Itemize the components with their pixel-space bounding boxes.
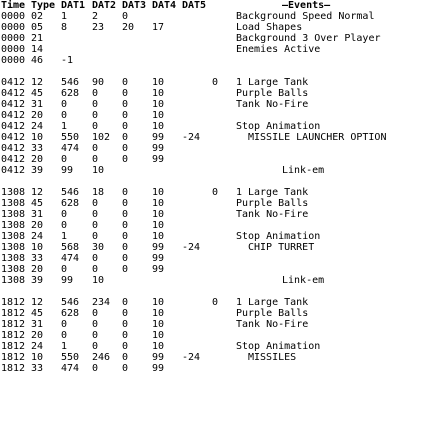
type-cell: 24 bbox=[31, 121, 44, 132]
time-cell: 0412 bbox=[1, 110, 26, 121]
dat3-cell: 0 bbox=[122, 363, 129, 374]
dat2-cell: 0 bbox=[92, 121, 99, 132]
dat4-cell: 10 bbox=[152, 209, 165, 220]
dat2-cell: 0 bbox=[92, 308, 99, 319]
type-cell: 12 bbox=[31, 187, 44, 198]
dat1-cell: 474 bbox=[61, 253, 80, 264]
time-cell: 0412 bbox=[1, 99, 26, 110]
dat3-cell: 0 bbox=[122, 308, 129, 319]
dat3-cell: 0 bbox=[122, 198, 129, 209]
time-cell: 0412 bbox=[1, 143, 26, 154]
table-row bbox=[0, 319, 430, 330]
type-cell: 31 bbox=[31, 319, 44, 330]
type-cell: 05 bbox=[31, 22, 44, 33]
dat1-cell: 546 bbox=[61, 77, 80, 88]
table-row bbox=[0, 154, 430, 165]
dat2-cell: 0 bbox=[92, 220, 99, 231]
table-row bbox=[0, 341, 430, 352]
dat3-cell: 0 bbox=[122, 154, 129, 165]
dat1-cell: 628 bbox=[61, 88, 80, 99]
dat4-cell: 10 bbox=[152, 297, 165, 308]
time-cell: 1812 bbox=[1, 297, 26, 308]
dat4-cell: 10 bbox=[152, 319, 165, 330]
dat1-cell: 546 bbox=[61, 297, 80, 308]
dat3-cell: 0 bbox=[122, 143, 129, 154]
dat1-cell: 1 bbox=[61, 11, 68, 22]
type-cell: 33 bbox=[31, 363, 44, 374]
type-cell: 45 bbox=[31, 88, 44, 99]
table-row bbox=[0, 44, 430, 55]
table-row bbox=[0, 11, 430, 22]
section-gap bbox=[0, 176, 430, 187]
type-cell: 31 bbox=[31, 209, 44, 220]
time-cell: 1308 bbox=[1, 220, 26, 231]
dat3-cell: 0 bbox=[122, 242, 129, 253]
type-cell: 12 bbox=[31, 77, 44, 88]
event-description: Purple Balls bbox=[236, 88, 309, 99]
dat2-cell: 234 bbox=[92, 297, 111, 308]
dat2-cell: 0 bbox=[92, 110, 99, 121]
type-cell: 20 bbox=[31, 110, 44, 121]
dat1-cell: 0 bbox=[61, 330, 68, 341]
header-dat1: DAT1 bbox=[61, 0, 86, 11]
dat2-cell: 0 bbox=[92, 99, 99, 110]
event-description: MISSILES bbox=[248, 352, 297, 363]
dat4-cell: 10 bbox=[152, 121, 165, 132]
dat3-cell: 0 bbox=[122, 132, 129, 143]
time-cell: 1308 bbox=[1, 275, 26, 286]
type-cell: 20 bbox=[31, 220, 44, 231]
dat2-cell: 0 bbox=[92, 88, 99, 99]
event-description: Tank No-Fire bbox=[236, 209, 309, 220]
table-header bbox=[0, 0, 430, 11]
dat4-cell: 10 bbox=[152, 77, 165, 88]
type-cell: 14 bbox=[31, 44, 44, 55]
dat2-cell: 90 bbox=[92, 77, 105, 88]
dat2-cell: 0 bbox=[92, 341, 99, 352]
event-description: Purple Balls bbox=[236, 308, 309, 319]
time-cell: 0412 bbox=[1, 132, 26, 143]
dat1-cell: -1 bbox=[61, 55, 74, 66]
dat3-cell: 0 bbox=[122, 330, 129, 341]
type-cell: 10 bbox=[31, 242, 44, 253]
table-row bbox=[0, 143, 430, 154]
type-cell: 45 bbox=[31, 308, 44, 319]
event-description: Stop Animation bbox=[236, 231, 321, 242]
time-cell: 1308 bbox=[1, 231, 26, 242]
event-description: Background 3 Over Player bbox=[236, 33, 381, 44]
dat1-cell: 474 bbox=[61, 363, 80, 374]
dat4-cell: 17 bbox=[152, 22, 165, 33]
table-row bbox=[0, 275, 430, 286]
type-cell: 33 bbox=[31, 253, 44, 264]
dat1-cell: 550 bbox=[61, 132, 80, 143]
header-dat2: DAT2 bbox=[92, 0, 117, 11]
type-cell: 20 bbox=[31, 330, 44, 341]
event-description: Link-em bbox=[282, 165, 325, 176]
table-row bbox=[0, 242, 430, 253]
header-events: —Events— bbox=[282, 0, 331, 11]
dat5-cell: 0 bbox=[212, 187, 219, 198]
time-cell: 1812 bbox=[1, 341, 26, 352]
dat4-cell: 10 bbox=[152, 231, 165, 242]
event-param-cell: 1 bbox=[236, 77, 243, 88]
dat2-cell: 246 bbox=[92, 352, 111, 363]
table-row bbox=[0, 132, 430, 143]
time-cell: 1308 bbox=[1, 198, 26, 209]
dat4-cell: 99 bbox=[152, 352, 165, 363]
dat5-cell: -24 bbox=[182, 132, 201, 143]
event-description: Load Shapes bbox=[236, 22, 303, 33]
type-cell: 12 bbox=[31, 297, 44, 308]
table-row bbox=[0, 352, 430, 363]
dat1-cell: 550 bbox=[61, 352, 80, 363]
dat1-cell: 0 bbox=[61, 220, 68, 231]
dat3-cell: 0 bbox=[122, 319, 129, 330]
time-cell: 0412 bbox=[1, 154, 26, 165]
time-cell: 1812 bbox=[1, 352, 26, 363]
header-type: Type bbox=[31, 0, 56, 11]
table-row bbox=[0, 55, 430, 66]
type-cell: 39 bbox=[31, 165, 44, 176]
section-0000 bbox=[0, 11, 430, 66]
dat3-cell: 0 bbox=[122, 99, 129, 110]
dat4-cell: 99 bbox=[152, 242, 165, 253]
dat1-cell: 1 bbox=[61, 231, 68, 242]
dat4-cell: 10 bbox=[152, 341, 165, 352]
dat2-cell: 10 bbox=[92, 165, 105, 176]
dat2-cell: 0 bbox=[92, 264, 99, 275]
type-cell: 24 bbox=[31, 341, 44, 352]
table-row bbox=[0, 165, 430, 176]
dat4-cell: 99 bbox=[152, 132, 165, 143]
dat4-cell: 99 bbox=[152, 143, 165, 154]
header-dat5: DAT5 bbox=[182, 0, 207, 11]
type-cell: 02 bbox=[31, 11, 44, 22]
dat4-cell: 10 bbox=[152, 198, 165, 209]
dat4-cell: 99 bbox=[152, 154, 165, 165]
dat2-cell: 0 bbox=[92, 198, 99, 209]
dat2-cell: 18 bbox=[92, 187, 105, 198]
dat1-cell: 0 bbox=[61, 209, 68, 220]
dat4-cell: 10 bbox=[152, 88, 165, 99]
time-cell: 0000 bbox=[1, 11, 26, 22]
dat3-cell: 0 bbox=[122, 297, 129, 308]
type-cell: 31 bbox=[31, 99, 44, 110]
event-description: MISSILE LAUNCHER OPTION bbox=[248, 132, 387, 143]
dat1-cell: 99 bbox=[61, 165, 74, 176]
dat3-cell: 0 bbox=[122, 231, 129, 242]
dat2-cell: 0 bbox=[92, 143, 99, 154]
table-row bbox=[0, 77, 430, 88]
dat1-cell: 0 bbox=[61, 264, 68, 275]
table-row bbox=[0, 231, 430, 242]
time-cell: 1812 bbox=[1, 330, 26, 341]
dat1-cell: 474 bbox=[61, 143, 80, 154]
dat4-cell: 10 bbox=[152, 330, 165, 341]
event-description: CHIP TURRET bbox=[248, 242, 315, 253]
type-cell: 24 bbox=[31, 231, 44, 242]
dat5-cell: -24 bbox=[182, 352, 201, 363]
dat1-cell: 0 bbox=[61, 110, 68, 121]
event-description: Stop Animation bbox=[236, 121, 321, 132]
dat2-cell: 102 bbox=[92, 132, 111, 143]
header-dat3: DAT3 bbox=[122, 0, 147, 11]
table-row bbox=[0, 110, 430, 121]
table-row bbox=[0, 22, 430, 33]
dat2-cell: 0 bbox=[92, 154, 99, 165]
dat3-cell: 0 bbox=[122, 220, 129, 231]
time-cell: 0000 bbox=[1, 33, 26, 44]
time-cell: 1308 bbox=[1, 242, 26, 253]
dat2-cell: 23 bbox=[92, 22, 105, 33]
dat3-cell: 0 bbox=[122, 88, 129, 99]
dat4-cell: 10 bbox=[152, 99, 165, 110]
time-cell: 1812 bbox=[1, 363, 26, 374]
event-description: Tank No-Fire bbox=[236, 319, 309, 330]
dat1-cell: 0 bbox=[61, 319, 68, 330]
dat3-cell: 0 bbox=[122, 341, 129, 352]
header-time: Time bbox=[1, 0, 26, 11]
dat1-cell: 0 bbox=[61, 99, 68, 110]
table-row bbox=[0, 99, 430, 110]
dat4-cell: 99 bbox=[152, 363, 165, 374]
event-description: Purple Balls bbox=[236, 198, 309, 209]
time-cell: 1308 bbox=[1, 253, 26, 264]
dat2-cell: 2 bbox=[92, 11, 99, 22]
dat3-cell: 0 bbox=[122, 11, 129, 22]
dat2-cell: 0 bbox=[92, 363, 99, 374]
time-cell: 1308 bbox=[1, 264, 26, 275]
table-row bbox=[0, 198, 430, 209]
table-row bbox=[0, 33, 430, 44]
table-row bbox=[0, 264, 430, 275]
table-row bbox=[0, 187, 430, 198]
section-gap bbox=[0, 286, 430, 297]
type-cell: 39 bbox=[31, 275, 44, 286]
header-dat4: DAT4 bbox=[152, 0, 177, 11]
dat1-cell: 1 bbox=[61, 121, 68, 132]
dat3-cell: 0 bbox=[122, 77, 129, 88]
time-cell: 1812 bbox=[1, 308, 26, 319]
dat3-cell: 0 bbox=[122, 264, 129, 275]
time-cell: 0412 bbox=[1, 165, 26, 176]
time-cell: 0412 bbox=[1, 88, 26, 99]
event-description: Stop Animation bbox=[236, 341, 321, 352]
dat3-cell: 20 bbox=[122, 22, 135, 33]
type-cell: 45 bbox=[31, 198, 44, 209]
time-cell: 0000 bbox=[1, 44, 26, 55]
event-description: Large Tank bbox=[248, 187, 309, 198]
event-param-cell: 1 bbox=[236, 187, 243, 198]
event-description: Large Tank bbox=[248, 297, 309, 308]
time-cell: 1308 bbox=[1, 209, 26, 220]
time-cell: 0412 bbox=[1, 77, 26, 88]
dat2-cell: 0 bbox=[92, 209, 99, 220]
dat4-cell: 10 bbox=[152, 187, 165, 198]
dat4-cell: 10 bbox=[152, 308, 165, 319]
time-cell: 0412 bbox=[1, 121, 26, 132]
dat3-cell: 0 bbox=[122, 110, 129, 121]
dat2-cell: 0 bbox=[92, 231, 99, 242]
table-row bbox=[0, 363, 430, 374]
table-row bbox=[0, 330, 430, 341]
section-1308 bbox=[0, 187, 430, 286]
table-row bbox=[0, 209, 430, 220]
dat3-cell: 0 bbox=[122, 352, 129, 363]
event-description: Link-em bbox=[282, 275, 325, 286]
dat4-cell: 10 bbox=[152, 220, 165, 231]
event-description: Background Speed Normal bbox=[236, 11, 375, 22]
dat2-cell: 10 bbox=[92, 275, 105, 286]
dat2-cell: 0 bbox=[92, 330, 99, 341]
time-cell: 0000 bbox=[1, 55, 26, 66]
dat3-cell: 0 bbox=[122, 121, 129, 132]
dat2-cell: 30 bbox=[92, 242, 105, 253]
type-cell: 10 bbox=[31, 132, 44, 143]
section-1812 bbox=[0, 297, 430, 374]
table-row bbox=[0, 121, 430, 132]
dat1-cell: 1 bbox=[61, 341, 68, 352]
type-cell: 46 bbox=[31, 55, 44, 66]
event-description: Tank No-Fire bbox=[236, 99, 309, 110]
table-row bbox=[0, 220, 430, 231]
dat4-cell: 99 bbox=[152, 253, 165, 264]
section-gap bbox=[0, 66, 430, 77]
dat5-cell: -24 bbox=[182, 242, 201, 253]
dat2-cell: 0 bbox=[92, 253, 99, 264]
time-cell: 0000 bbox=[1, 22, 26, 33]
dat1-cell: 568 bbox=[61, 242, 80, 253]
dat3-cell: 0 bbox=[122, 209, 129, 220]
type-cell: 21 bbox=[31, 33, 44, 44]
dat5-cell: 0 bbox=[212, 77, 219, 88]
type-cell: 33 bbox=[31, 143, 44, 154]
table-row bbox=[0, 88, 430, 99]
table-row bbox=[0, 297, 430, 308]
type-cell: 20 bbox=[31, 264, 44, 275]
event-param-cell: 1 bbox=[236, 297, 243, 308]
dat1-cell: 628 bbox=[61, 308, 80, 319]
event-description: Enemies Active bbox=[236, 44, 321, 55]
section-0412 bbox=[0, 77, 430, 176]
table-row bbox=[0, 308, 430, 319]
dat1-cell: 8 bbox=[61, 22, 68, 33]
dat1-cell: 546 bbox=[61, 187, 80, 198]
type-cell: 10 bbox=[31, 352, 44, 363]
dat5-cell: 0 bbox=[212, 297, 219, 308]
event-description: Large Tank bbox=[248, 77, 309, 88]
dat2-cell: 0 bbox=[92, 319, 99, 330]
table-row bbox=[0, 253, 430, 264]
dat1-cell: 628 bbox=[61, 198, 80, 209]
dat3-cell: 0 bbox=[122, 187, 129, 198]
dat1-cell: 99 bbox=[61, 275, 74, 286]
dat4-cell: 10 bbox=[152, 110, 165, 121]
time-cell: 1812 bbox=[1, 319, 26, 330]
dat3-cell: 0 bbox=[122, 253, 129, 264]
dat1-cell: 0 bbox=[61, 154, 68, 165]
dat4-cell: 99 bbox=[152, 264, 165, 275]
time-cell: 1308 bbox=[1, 187, 26, 198]
type-cell: 20 bbox=[31, 154, 44, 165]
